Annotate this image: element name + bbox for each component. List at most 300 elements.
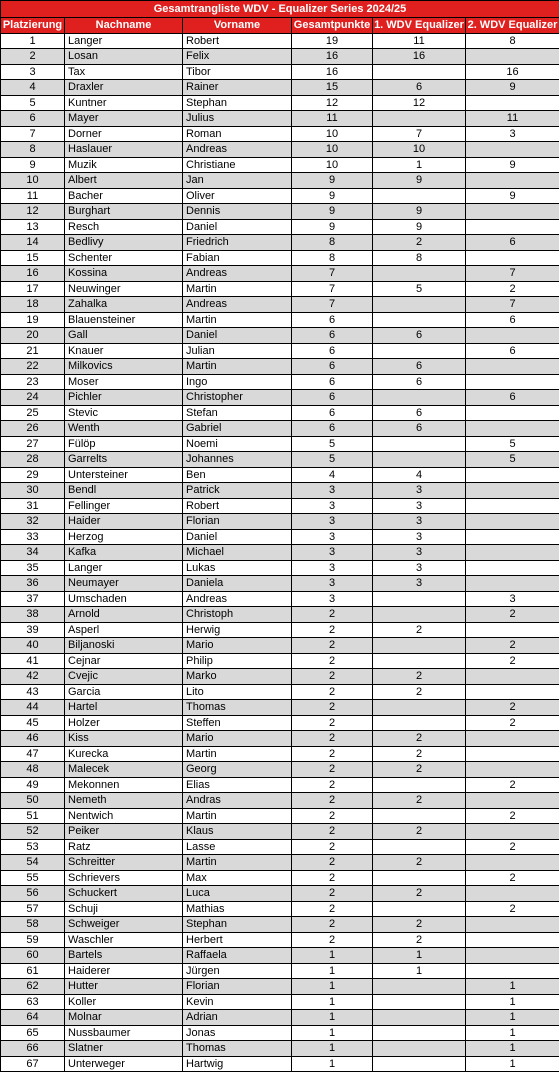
cell-equalizer-2 (466, 669, 559, 685)
cell-platzierung: 10 (1, 173, 65, 189)
cell-vorname: Andreas (183, 591, 292, 607)
cell-gesamtpunkte: 1 (292, 979, 373, 995)
cell-nachname: Holzer (65, 715, 183, 731)
cell-nachname: Garrelts (65, 452, 183, 468)
cell-gesamtpunkte: 19 (292, 33, 373, 49)
cell-equalizer-1 (373, 1041, 466, 1057)
cell-equalizer-2 (466, 855, 559, 871)
table-row (1, 824, 559, 840)
cell-gesamtpunkte: 2 (292, 793, 373, 809)
cell-equalizer-1 (373, 188, 466, 204)
cell-vorname: Georg (183, 762, 292, 778)
cell-gesamtpunkte: 10 (292, 126, 373, 142)
table-row (1, 250, 559, 266)
cell-equalizer-1 (373, 808, 466, 824)
table-row (1, 746, 559, 762)
cell-equalizer-2: 16 (466, 64, 559, 80)
cell-platzierung: 8 (1, 142, 65, 158)
cell-nachname: Nentwich (65, 808, 183, 824)
cell-equalizer-1: 3 (373, 529, 466, 545)
cell-nachname: Garcia (65, 684, 183, 700)
cell-equalizer-1: 2 (373, 235, 466, 251)
cell-nachname: Moser (65, 374, 183, 390)
cell-nachname: Muzik (65, 157, 183, 173)
cell-platzierung: 30 (1, 483, 65, 499)
table-row (1, 808, 559, 824)
cell-equalizer-2: 7 (466, 266, 559, 282)
cell-platzierung: 55 (1, 870, 65, 886)
table-row (1, 405, 559, 421)
cell-nachname: Haslauer (65, 142, 183, 158)
cell-equalizer-1 (373, 979, 466, 995)
table-row (1, 762, 559, 778)
cell-nachname: Schuckert (65, 886, 183, 902)
cell-equalizer-2 (466, 824, 559, 840)
header-nachname: Nachname (65, 18, 183, 34)
table-row (1, 467, 559, 483)
cell-equalizer-1: 10 (373, 142, 466, 158)
cell-platzierung: 28 (1, 452, 65, 468)
table-row (1, 142, 559, 158)
cell-vorname: Daniel (183, 219, 292, 235)
table-row (1, 281, 559, 297)
table-row (1, 219, 559, 235)
table-row (1, 312, 559, 328)
cell-gesamtpunkte: 6 (292, 359, 373, 375)
cell-nachname: Kossina (65, 266, 183, 282)
cell-gesamtpunkte: 3 (292, 545, 373, 561)
cell-equalizer-2: 2 (466, 700, 559, 716)
cell-equalizer-2 (466, 219, 559, 235)
cell-gesamtpunkte: 2 (292, 700, 373, 716)
cell-platzierung: 63 (1, 994, 65, 1010)
cell-equalizer-2 (466, 498, 559, 514)
cell-equalizer-2: 3 (466, 591, 559, 607)
cell-platzierung: 31 (1, 498, 65, 514)
cell-vorname: Stephan (183, 917, 292, 933)
cell-vorname: Lasse (183, 839, 292, 855)
cell-equalizer-2: 6 (466, 390, 559, 406)
cell-vorname: Andreas (183, 297, 292, 313)
table-row (1, 576, 559, 592)
table-row (1, 33, 559, 49)
cell-gesamtpunkte: 2 (292, 808, 373, 824)
cell-nachname: Hutter (65, 979, 183, 995)
cell-nachname: Koller (65, 994, 183, 1010)
cell-equalizer-1: 16 (373, 49, 466, 65)
cell-vorname: Christiane (183, 157, 292, 173)
cell-equalizer-1: 12 (373, 95, 466, 111)
cell-gesamtpunkte: 15 (292, 80, 373, 96)
cell-gesamtpunkte: 6 (292, 390, 373, 406)
cell-gesamtpunkte: 1 (292, 948, 373, 964)
cell-platzierung: 16 (1, 266, 65, 282)
table-row (1, 390, 559, 406)
cell-gesamtpunkte: 3 (292, 560, 373, 576)
table-row (1, 328, 559, 344)
table-row (1, 700, 559, 716)
cell-platzierung: 67 (1, 1056, 65, 1072)
cell-equalizer-2: 6 (466, 235, 559, 251)
cell-nachname: Losan (65, 49, 183, 65)
cell-equalizer-1 (373, 343, 466, 359)
cell-gesamtpunkte: 2 (292, 622, 373, 638)
cell-equalizer-1 (373, 64, 466, 80)
cell-equalizer-1 (373, 591, 466, 607)
cell-equalizer-2 (466, 731, 559, 747)
cell-gesamtpunkte: 2 (292, 777, 373, 793)
cell-vorname: Stephan (183, 95, 292, 111)
cell-equalizer-2: 1 (466, 994, 559, 1010)
cell-gesamtpunkte: 10 (292, 157, 373, 173)
cell-equalizer-1: 9 (373, 204, 466, 220)
cell-nachname: Schuji (65, 901, 183, 917)
cell-equalizer-2 (466, 762, 559, 778)
cell-vorname: Kevin (183, 994, 292, 1010)
table-row (1, 963, 559, 979)
table-row (1, 932, 559, 948)
cell-nachname: Neumayer (65, 576, 183, 592)
table-row (1, 684, 559, 700)
cell-vorname: Florian (183, 514, 292, 530)
cell-gesamtpunkte: 2 (292, 607, 373, 623)
cell-equalizer-1: 6 (373, 80, 466, 96)
cell-equalizer-2 (466, 545, 559, 561)
cell-vorname: Robert (183, 33, 292, 49)
cell-platzierung: 12 (1, 204, 65, 220)
cell-equalizer-2 (466, 963, 559, 979)
table-row (1, 49, 559, 65)
cell-nachname: Bacher (65, 188, 183, 204)
cell-vorname: Mario (183, 638, 292, 654)
cell-equalizer-2: 9 (466, 188, 559, 204)
table-row (1, 374, 559, 390)
cell-vorname: Patrick (183, 483, 292, 499)
cell-nachname: Ratz (65, 839, 183, 855)
cell-nachname: Cejnar (65, 653, 183, 669)
cell-equalizer-1 (373, 839, 466, 855)
cell-platzierung: 5 (1, 95, 65, 111)
table-row (1, 483, 559, 499)
cell-nachname: Asperl (65, 622, 183, 638)
cell-equalizer-2: 2 (466, 808, 559, 824)
cell-gesamtpunkte: 2 (292, 870, 373, 886)
cell-equalizer-2: 6 (466, 343, 559, 359)
cell-equalizer-2 (466, 483, 559, 499)
cell-nachname: Schweiger (65, 917, 183, 933)
cell-nachname: Blauensteiner (65, 312, 183, 328)
cell-platzierung: 32 (1, 514, 65, 530)
cell-vorname: Hartwig (183, 1056, 292, 1072)
header-equalizer-1: 1. WDV Equalizer (374, 19, 464, 32)
table-row (1, 994, 559, 1010)
cell-gesamtpunkte: 2 (292, 917, 373, 933)
cell-gesamtpunkte: 4 (292, 467, 373, 483)
cell-platzierung: 2 (1, 49, 65, 65)
table-row (1, 64, 559, 80)
cell-platzierung: 57 (1, 901, 65, 917)
cell-nachname: Stevic (65, 405, 183, 421)
table-row (1, 591, 559, 607)
cell-equalizer-1 (373, 436, 466, 452)
table-row (1, 498, 559, 514)
header-gesamtpunkte: Gesamtpunkte (292, 18, 373, 34)
cell-vorname: Martin (183, 855, 292, 871)
cell-equalizer-1: 2 (373, 762, 466, 778)
cell-platzierung: 7 (1, 126, 65, 142)
table-row (1, 514, 559, 530)
cell-platzierung: 41 (1, 653, 65, 669)
cell-gesamtpunkte: 1 (292, 963, 373, 979)
cell-nachname: Kuntner (65, 95, 183, 111)
cell-equalizer-2: 2 (466, 839, 559, 855)
cell-nachname: Kafka (65, 545, 183, 561)
table-row (1, 80, 559, 96)
cell-vorname: Julian (183, 343, 292, 359)
cell-platzierung: 61 (1, 963, 65, 979)
cell-gesamtpunkte: 2 (292, 855, 373, 871)
cell-equalizer-2 (466, 142, 559, 158)
cell-gesamtpunkte: 3 (292, 576, 373, 592)
cell-equalizer-2 (466, 250, 559, 266)
cell-vorname: Gabriel (183, 421, 292, 437)
cell-equalizer-1: 3 (373, 545, 466, 561)
cell-equalizer-1: 8 (373, 250, 466, 266)
cell-platzierung: 48 (1, 762, 65, 778)
cell-platzierung: 36 (1, 576, 65, 592)
cell-gesamtpunkte: 3 (292, 514, 373, 530)
cell-vorname: Klaus (183, 824, 292, 840)
cell-equalizer-1: 1 (373, 963, 466, 979)
cell-equalizer-2: 1 (466, 1010, 559, 1026)
cell-gesamtpunkte: 7 (292, 297, 373, 313)
cell-equalizer-2: 2 (466, 777, 559, 793)
cell-vorname: Robert (183, 498, 292, 514)
cell-platzierung: 14 (1, 235, 65, 251)
cell-equalizer-2 (466, 359, 559, 375)
cell-nachname: Pichler (65, 390, 183, 406)
cell-equalizer-1: 2 (373, 824, 466, 840)
cell-platzierung: 56 (1, 886, 65, 902)
cell-vorname: Jürgen (183, 963, 292, 979)
cell-nachname: Draxler (65, 80, 183, 96)
cell-gesamtpunkte: 6 (292, 374, 373, 390)
table-row (1, 715, 559, 731)
cell-equalizer-2: 9 (466, 80, 559, 96)
cell-platzierung: 45 (1, 715, 65, 731)
cell-equalizer-2 (466, 948, 559, 964)
cell-nachname: Peiker (65, 824, 183, 840)
cell-nachname: Arnold (65, 607, 183, 623)
cell-nachname: Milkovics (65, 359, 183, 375)
cell-nachname: Malecek (65, 762, 183, 778)
cell-equalizer-1: 9 (373, 173, 466, 189)
cell-platzierung: 27 (1, 436, 65, 452)
table-row (1, 529, 559, 545)
cell-nachname: Haiderer (65, 963, 183, 979)
cell-nachname: Resch (65, 219, 183, 235)
cell-gesamtpunkte: 8 (292, 235, 373, 251)
table-row (1, 653, 559, 669)
cell-gesamtpunkte: 2 (292, 746, 373, 762)
cell-equalizer-2: 8 (466, 33, 559, 49)
header-equalizer-2: 2. WDV Equalizer (466, 18, 559, 34)
cell-platzierung: 38 (1, 607, 65, 623)
cell-equalizer-1: 2 (373, 886, 466, 902)
cell-platzierung: 58 (1, 917, 65, 933)
cell-vorname: Christopher (183, 390, 292, 406)
cell-vorname: Lukas (183, 560, 292, 576)
cell-vorname: Adrian (183, 1010, 292, 1026)
cell-platzierung: 6 (1, 111, 65, 127)
cell-gesamtpunkte: 6 (292, 312, 373, 328)
cell-gesamtpunkte: 10 (292, 142, 373, 158)
cell-platzierung: 18 (1, 297, 65, 313)
cell-equalizer-2 (466, 374, 559, 390)
cell-nachname: Gall (65, 328, 183, 344)
cell-gesamtpunkte: 5 (292, 436, 373, 452)
cell-gesamtpunkte: 3 (292, 483, 373, 499)
cell-platzierung: 20 (1, 328, 65, 344)
cell-nachname: Neuwinger (65, 281, 183, 297)
table-row (1, 95, 559, 111)
cell-nachname: Umschaden (65, 591, 183, 607)
cell-nachname: Zahalka (65, 297, 183, 313)
table-row (1, 452, 559, 468)
cell-equalizer-2 (466, 622, 559, 638)
cell-equalizer-1: 3 (373, 483, 466, 499)
cell-equalizer-2: 5 (466, 436, 559, 452)
cell-gesamtpunkte: 2 (292, 638, 373, 654)
cell-equalizer-1: 2 (373, 684, 466, 700)
table-row (1, 979, 559, 995)
cell-equalizer-2: 6 (466, 312, 559, 328)
cell-vorname: Raffaela (183, 948, 292, 964)
cell-vorname: Martin (183, 281, 292, 297)
cell-gesamtpunkte: 5 (292, 452, 373, 468)
cell-platzierung: 59 (1, 932, 65, 948)
cell-platzierung: 44 (1, 700, 65, 716)
table-row (1, 188, 559, 204)
cell-gesamtpunkte: 1 (292, 1056, 373, 1072)
cell-equalizer-1 (373, 452, 466, 468)
cell-gesamtpunkte: 2 (292, 932, 373, 948)
cell-equalizer-2 (466, 746, 559, 762)
cell-equalizer-1 (373, 312, 466, 328)
cell-equalizer-1 (373, 111, 466, 127)
cell-equalizer-1: 5 (373, 281, 466, 297)
cell-nachname: Langer (65, 33, 183, 49)
cell-equalizer-1 (373, 870, 466, 886)
table-row (1, 343, 559, 359)
cell-equalizer-1: 3 (373, 498, 466, 514)
cell-platzierung: 54 (1, 855, 65, 871)
cell-nachname: Fellinger (65, 498, 183, 514)
table-row (1, 777, 559, 793)
cell-gesamtpunkte: 1 (292, 1041, 373, 1057)
cell-gesamtpunkte: 1 (292, 1010, 373, 1026)
cell-platzierung: 39 (1, 622, 65, 638)
cell-vorname: Mario (183, 731, 292, 747)
cell-gesamtpunkte: 8 (292, 250, 373, 266)
cell-equalizer-2: 1 (466, 1056, 559, 1072)
cell-vorname: Martin (183, 808, 292, 824)
cell-equalizer-1: 6 (373, 405, 466, 421)
cell-platzierung: 66 (1, 1041, 65, 1057)
cell-vorname: Oliver (183, 188, 292, 204)
cell-gesamtpunkte: 6 (292, 343, 373, 359)
cell-gesamtpunkte: 16 (292, 49, 373, 65)
cell-vorname: Herbert (183, 932, 292, 948)
cell-equalizer-1 (373, 715, 466, 731)
cell-vorname: Noemi (183, 436, 292, 452)
cell-equalizer-2: 2 (466, 607, 559, 623)
cell-platzierung: 50 (1, 793, 65, 809)
cell-nachname: Langer (65, 560, 183, 576)
cell-equalizer-2: 2 (466, 281, 559, 297)
cell-vorname: Michael (183, 545, 292, 561)
cell-equalizer-2: 2 (466, 715, 559, 731)
cell-nachname: Untersteiner (65, 467, 183, 483)
cell-equalizer-2 (466, 932, 559, 948)
cell-equalizer-1: 11 (373, 33, 466, 49)
cell-equalizer-2: 5 (466, 452, 559, 468)
cell-nachname: Slatner (65, 1041, 183, 1057)
cell-platzierung: 35 (1, 560, 65, 576)
cell-vorname: Marko (183, 669, 292, 685)
cell-gesamtpunkte: 6 (292, 328, 373, 344)
cell-platzierung: 29 (1, 467, 65, 483)
cell-nachname: Hartel (65, 700, 183, 716)
cell-equalizer-1: 2 (373, 731, 466, 747)
cell-vorname: Dennis (183, 204, 292, 220)
cell-vorname: Andras (183, 793, 292, 809)
table-row (1, 917, 559, 933)
cell-equalizer-1 (373, 994, 466, 1010)
cell-equalizer-1: 2 (373, 932, 466, 948)
cell-nachname: Albert (65, 173, 183, 189)
cell-platzierung: 17 (1, 281, 65, 297)
cell-equalizer-1: 6 (373, 421, 466, 437)
cell-nachname: Dorner (65, 126, 183, 142)
cell-nachname: Kurecka (65, 746, 183, 762)
cell-gesamtpunkte: 2 (292, 901, 373, 917)
table-row (1, 1025, 559, 1041)
cell-nachname: Cvejic (65, 669, 183, 685)
table-row (1, 870, 559, 886)
cell-platzierung: 37 (1, 591, 65, 607)
cell-equalizer-1 (373, 1025, 466, 1041)
cell-vorname: Andreas (183, 142, 292, 158)
cell-equalizer-2: 2 (466, 870, 559, 886)
cell-vorname: Thomas (183, 1041, 292, 1057)
cell-equalizer-1: 2 (373, 917, 466, 933)
cell-nachname: Tax (65, 64, 183, 80)
cell-equalizer-1 (373, 266, 466, 282)
cell-equalizer-2 (466, 529, 559, 545)
table-row (1, 126, 559, 142)
cell-equalizer-1: 6 (373, 374, 466, 390)
table-body (1, 33, 559, 1072)
cell-platzierung: 3 (1, 64, 65, 80)
cell-equalizer-2: 2 (466, 638, 559, 654)
cell-equalizer-2 (466, 684, 559, 700)
cell-gesamtpunkte: 2 (292, 762, 373, 778)
table-row (1, 1010, 559, 1026)
cell-vorname: Felix (183, 49, 292, 65)
cell-vorname: Ingo (183, 374, 292, 390)
cell-platzierung: 25 (1, 405, 65, 421)
